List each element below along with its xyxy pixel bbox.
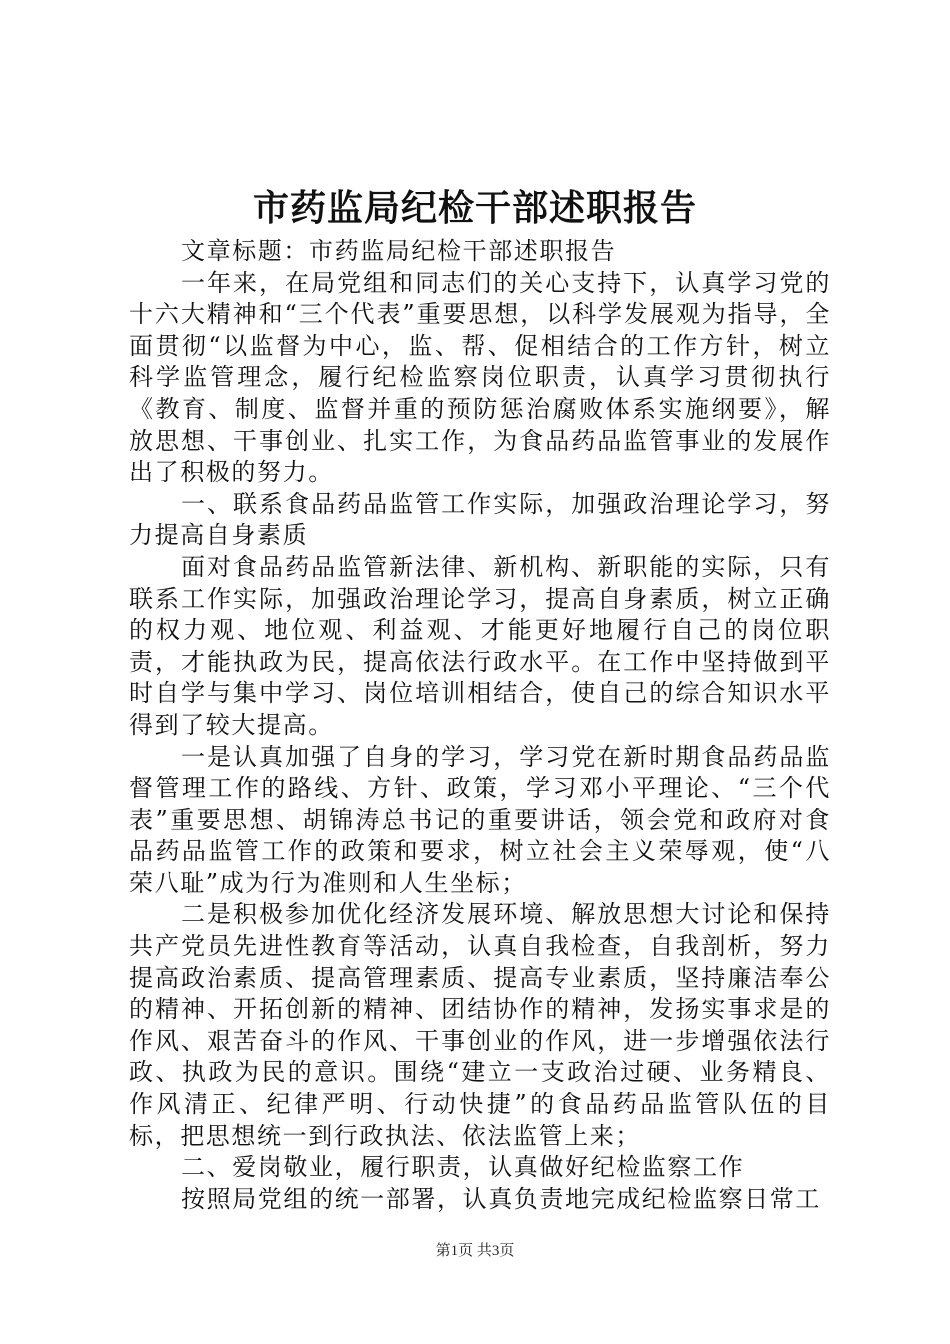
article-title-line: 文章标题：市药监局纪检干部述职报告 <box>181 237 617 265</box>
body-paragraph: 按照局党组的统一部署，认真负责地完成纪检监察日常工 <box>181 1184 821 1213</box>
intro-paragraph: 一年来，在局党组和同志们的关心支持下，认真学习党的十六大精神和“三个代表”重要思想，以科学发展观为指导，全面贯彻“以监督为中心，监、帮、促相结合的工作方针，树立科学监管理念，履行纪检监察岗位职责，认真学习贯彻执行《教育、制度、监督并重的预防惩治腐败体系实施纲要》，解放思想、干事创业、扎实工作，为食品药品监管事业的发展作出了积极的努力。 <box>129 268 831 487</box>
body-paragraph: 面对食品药品监管新法律、新机构、新职能的实际，只有联系工作实际，加强政治理论学习，提高自身素质，树立正确的权力观、地位观、利益观、才能更好地履行自己的岗位职责，才能执政为民，提高依法行政水平。在工作中坚持做到平时自学与集中学习、岗位培训相结合，使自己的综合知识水平得到了较大提高。 <box>129 552 831 739</box>
page-footer: 第1页 共3页 <box>435 1243 515 1259</box>
section-heading-1: 一、联系食品药品监管工作实际，加强政治理论学习，努力提高自身素质 <box>129 489 831 550</box>
section-heading-2: 二、爱岗敬业，履行职责，认真做好纪检监察工作 <box>181 1153 745 1182</box>
body-paragraph: 二是积极参加优化经济发展环境、解放思想大讨论和保持共产党员先进性教育等活动，认真自我检查，自我剖析，努力提高政治素质、提高管理素质、提高专业素质，坚持廉洁奉公的精神、开拓创新的精神、团结协作的精神，发扬实事求是的作风、艰苦奋斗的作风、干事创业的作风，进一步增强依法行政、执政为民的意识。围绕“建立一支政治过硬、业务精良、作风清正、纪律严明、行动快捷”的食品药品监管队伍的目标，把思想统一到行政执法、依法监管上来； <box>129 900 831 1150</box>
body-paragraph: 一是认真加强了自身的学习，学习党在新时期食品药品监督管理工作的路线、方针、政策，学习邓小平理论、“三个代表”重要思想、胡锦涛总书记的重要讲话，领会党和政府对食品药品监管工作的政策和要求，树立社会主义荣辱观，使“八荣八耻”成为行为准则和人生坐标； <box>129 742 831 897</box>
document-body <box>129 236 831 1215</box>
document-title: 市药监局纪检干部述职报告 <box>252 187 697 229</box>
